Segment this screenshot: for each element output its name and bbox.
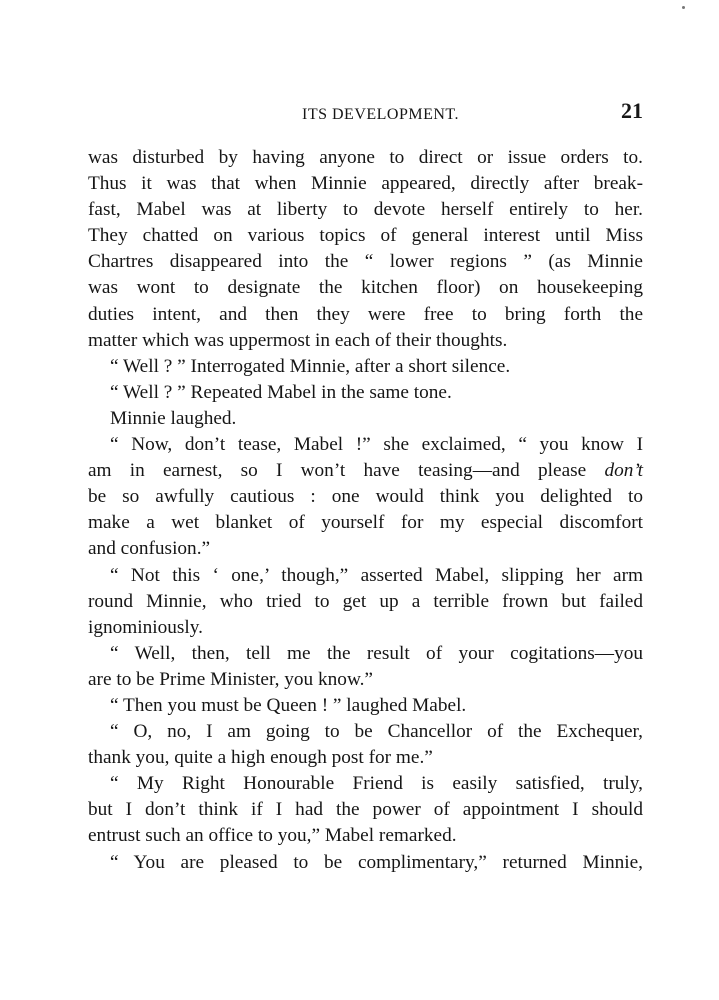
text-line: They chatted on various topics of general interest until Miss — [88, 225, 643, 247]
text-line: and confusion.” — [88, 538, 211, 560]
italic-word: don’t — [604, 460, 643, 482]
text-line — [88, 458, 643, 484]
text-line: Thus it was that when Minnie appeared, directly after break- — [88, 173, 643, 195]
text-line: “ O, no, I am going to be Chancellor of the Exchequer, — [110, 721, 643, 743]
text-line: make a wet blanket of yourself for my especial discomfort — [88, 512, 643, 534]
text-line: ignominiously. — [88, 616, 203, 638]
text-line: duties intent, and then they were free to bring forth the — [88, 303, 643, 325]
text-line: “ Then you must be Queen ! ” laughed Mabel. — [110, 694, 467, 716]
paper-speck — [682, 6, 685, 9]
text-line: “ My Right Honourable Friend is easily satisfied, truly, — [110, 773, 643, 795]
text-line: matter which was uppermost in each of their thoughts. — [88, 329, 508, 351]
body-text — [88, 145, 643, 876]
text-line: was disturbed by having anyone to direct or issue orders to. — [88, 147, 643, 168]
text-line: are to be Prime Minister, you know.” — [88, 668, 373, 690]
text-line: “ Now, don’t tease, Mabel !” she exclaimed, “ you know I — [110, 434, 643, 456]
text-line: thank you, quite a high enough post for me.” — [88, 747, 433, 769]
running-title: ITS DEVELOPMENT. — [301, 106, 460, 123]
text-line: Chartres disappeared into the “ lower regions ” (as Minnie — [88, 251, 643, 273]
text-line: entrust such an office to you,” Mabel remarked. — [88, 825, 457, 847]
text-line: “ Not this ‘ one,’ though,” asserted Mabel, slipping her arm — [110, 564, 643, 586]
text-line: “ Well, then, tell me the result of your cogitations—you — [110, 642, 643, 664]
text-line: but I don’t think if I had the power of appointment I should — [88, 799, 643, 821]
text-line: Minnie laughed. — [110, 407, 237, 429]
text-line: “ You are pleased to be complimentary,” returned Minnie, — [110, 851, 643, 873]
text-line: round Minnie, who tried to get up a terrible frown but failed — [88, 590, 643, 612]
text-line-segment: am in earnest, so I won’t have teasing—and please — [88, 460, 587, 482]
text-line: was wont to designate the kitchen floor) on housekeeping — [88, 277, 643, 299]
page-number: 21 — [621, 98, 643, 123]
text-line: “ Well ? ” Interrogated Minnie, after a short silence. — [110, 355, 511, 377]
text-line: “ Well ? ” Repeated Mabel in the same tone. — [110, 381, 452, 403]
page-header — [88, 98, 643, 128]
text-line: fast, Mabel was at liberty to devote herself entirely to her. — [88, 199, 643, 221]
text-line: be so awfully cautious : one would think you delighted to — [88, 486, 643, 508]
